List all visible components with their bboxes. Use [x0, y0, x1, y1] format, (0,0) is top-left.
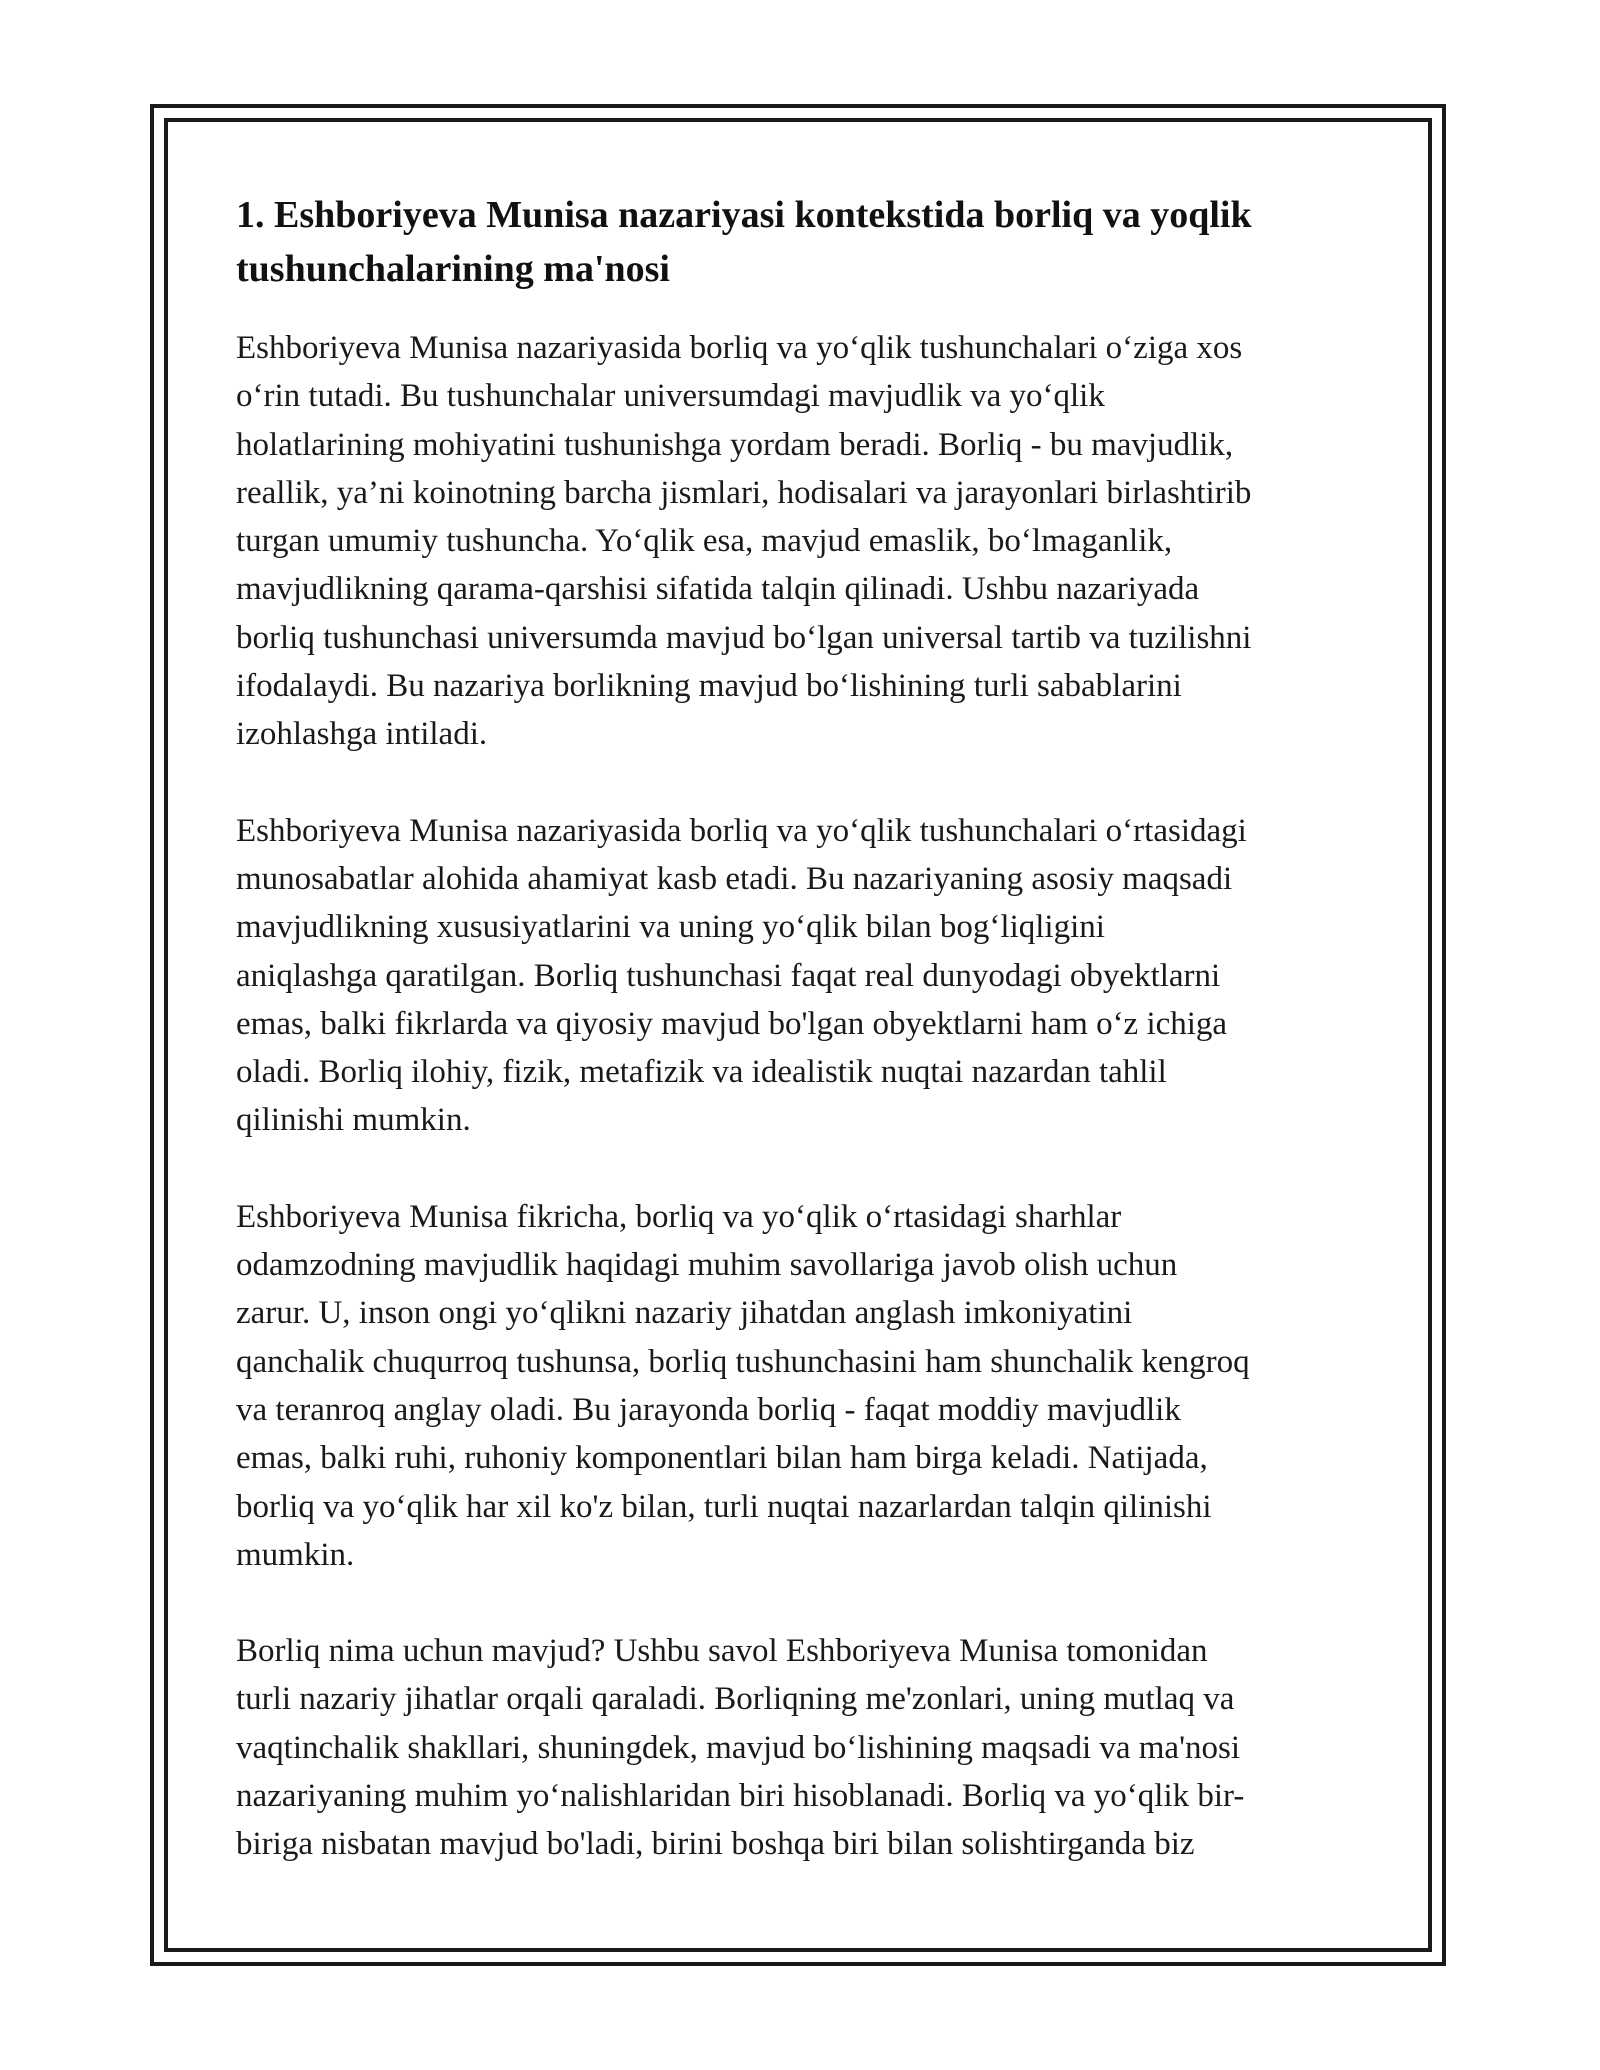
document-body: [236, 188, 1366, 1917]
section-heading: 1. Eshboriyeva Munisa nazariyasi kontekstida borliq va yoqlik tushunchalarining ma'nosi: [236, 194, 1252, 290]
paragraph-2: Eshboriyeva Munisa nazariyasida borliq va yoʻqlik tushunchalari oʻrtasidagi munosabatlar alohida ahamiyat kasb etadi. Bu nazariyaning asosiy maqsadi mavjudlikning xususiyatlarini va uning yoʻqlik bilan bogʻliqligini aniqlashga qaratilgan. Borliq tushunchasi faqat real dunyodagi obyektlarni emas, balki fikrlarda va qiyosiy mavjud bo'lgan obyektlarni ham oʻz ichiga oladi. Borliq ilohiy, fizik, metafizik va idealistik nuqtai nazardan tahlil qilinishi mumkin.: [236, 812, 1247, 1139]
paragraph-4: Borliq nima uchun mavjud? Ushbu savol Eshboriyeva Munisa tomonidan turli nazariy jihatlar orqali qaraladi. Borliqning me'zonlari, uning mutlaq va vaqtinchalik shakllari, shuningdek, mavjud boʻlishining maqsadi va ma'nosi nazariyaning muhim yoʻnalishlaridan biri hisoblanadi. Borliq va yoʻqlik bir- biriga nisbatan mavjud bo'ladi, birini boshqa biri bilan solishtirganda biz: [236, 1633, 1245, 1863]
paragraph-1: Eshboriyeva Munisa nazariyasida borliq va yoʻqlik tushunchalari oʻziga xos oʻrin tutadi. Bu tushunchalar universumdagi mavjudlik va yoʻqlik holatlarining mohiyatini tushunishga yordam beradi. Borliq - bu mavjudlik, reallik, ya’ni koinotning barcha jismlari, hodisalari va jarayonlari birlashtirib turgan umumiy tushuncha. Yoʻqlik esa, mavjud emaslik, boʻlmaganlik, mavjudlikning qarama-qarshisi sifatida talqin qilinadi. Ushbu nazariyada borliq tushunchasi universumda mavjud boʻlgan universal tartib va tuzilishni ifodalaydi. Bu nazariya borlikning mavjud boʻlishining turli sabablarini izohlashga intiladi.: [236, 330, 1252, 753]
paragraph-3: Eshboriyeva Munisa fikricha, borliq va yoʻqlik oʻrtasidagi sharhlar odamzodning mavjudlik haqidagi muhim savollariga javob olish uchun zarur. U, inson ongi yoʻqlikni nazariy jihatdan anglash imkoniyatini qanchalik chuqurroq tushunsa, borliq tushunchasini ham shunchalik kengroq va teranroq anglay oladi. Bu jarayonda borliq - faqat moddiy mavjudlik emas, balki ruhi, ruhoniy komponentlari bilan ham birga keladi. Natijada, borliq va yoʻqlik har xil ko'z bilan, turli nuqtai nazarlardan talqin qilinishi mumkin.: [236, 1198, 1250, 1573]
